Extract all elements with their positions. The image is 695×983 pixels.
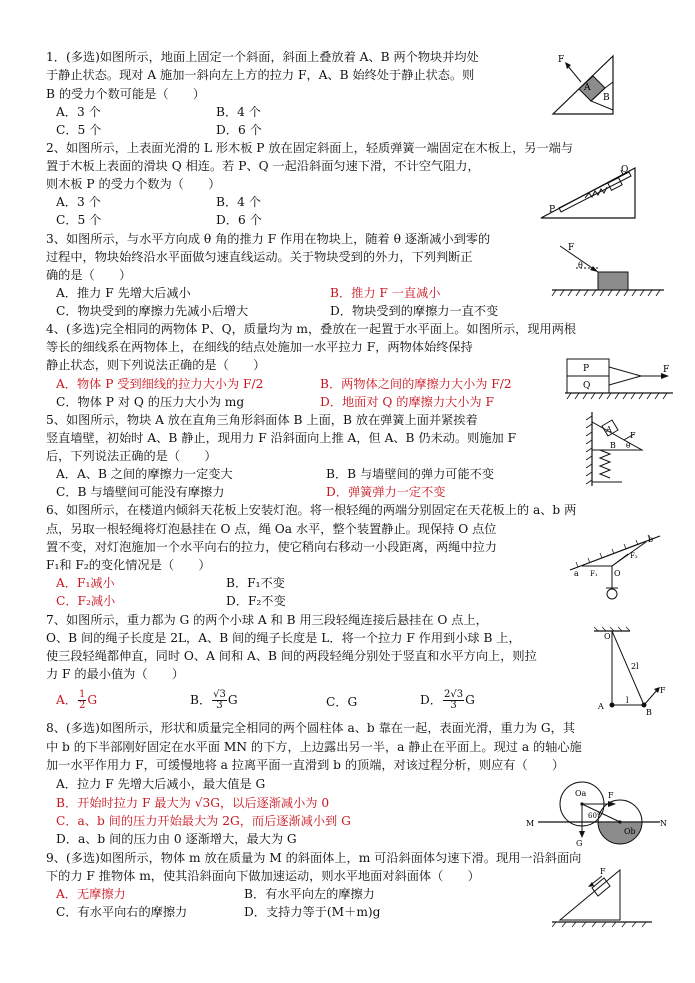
q5-fig-label-theta: θ xyxy=(626,442,631,450)
q3-figure xyxy=(548,238,668,298)
q6-option-a[interactable]: A．F₁减小 xyxy=(56,576,115,590)
q7-option-a[interactable]: A． $\frac{1}{2}$ G xyxy=(56,689,98,711)
q9-option-c[interactable]: C．有水平向右的摩擦力 xyxy=(56,905,188,919)
q8-fig-label-m: M xyxy=(526,819,535,828)
q9-line-2: 下的力 F 推物体 m，使其沿斜面向下做加速运动，则水平地面对斜面体（ ） xyxy=(46,869,480,883)
q8-fig-label-oa: Oa xyxy=(575,789,587,798)
q6-line-1: 6、如图所示，在楼道内倾斜天花板上安装灯泡。将一根轻绳的两端分别固定在天花板上的 a、b 两 xyxy=(46,503,577,517)
q6-fig-label-f2: F₂ xyxy=(630,552,638,560)
q9-option-b[interactable]: B．有水平向左的摩擦力 xyxy=(244,887,375,901)
q1-option-d[interactable]: D．6 个 xyxy=(216,123,262,137)
q4-option-b[interactable]: B．两物体之间的摩擦力大小为 F/2 xyxy=(320,377,512,391)
q7-fig-label-a: A xyxy=(598,702,604,711)
q8-fig-label-f: F xyxy=(608,791,614,800)
q1-line-3: B 的受力个数可能是（ ） xyxy=(46,87,206,101)
q1-figure xyxy=(545,50,620,118)
q6-line-3: 置不变，对灯泡施加一个水平向右的拉力，使它稍向右移动一小段距离，两绳中拉力 xyxy=(46,540,497,554)
q4-option-d[interactable]: D．地面对 Q 的摩擦力大小为 F xyxy=(320,395,494,409)
q9-fig-label-f: F xyxy=(600,867,606,876)
q7-option-b[interactable]: B． $\frac{√3}{3}$ G xyxy=(190,689,238,711)
q2-fig-label-q: Q xyxy=(621,165,629,175)
q3-option-c[interactable]: C．物块受到的摩擦力先减小后增大 xyxy=(56,304,249,318)
q8-option-c[interactable]: C．a、b 间的压力开始最大为 2G，而后逐渐减小到 G xyxy=(56,814,351,828)
q7-line-1: 7、如图所示，重力都为 G 的两个小球 A 和 B 用三段轻绳连接后悬挂在 O 点上， xyxy=(46,613,488,627)
q2-option-a[interactable]: A．3 个 xyxy=(56,195,101,209)
q8-option-b[interactable]: B．开始时拉力 F 最大为 √3G，以后逐渐减小为 0 xyxy=(56,796,330,810)
q5-option-a[interactable]: A．A、B 之间的摩擦力一定变大 xyxy=(56,467,233,481)
q1-fig-label-f: F xyxy=(558,55,565,65)
q5-line-2: 竖直墙壁，初始时 A、B 静止，现用力 F 沿斜面向上推 A，但 A、B 仍未动。则施加 F xyxy=(46,431,517,445)
q2-line-3: 则木板 P 的受力个数为（ ） xyxy=(46,177,221,191)
q2-figure xyxy=(535,160,645,222)
q3-option-a[interactable]: A．推力 F 先增大后减小 xyxy=(56,286,191,300)
q8-option-d[interactable]: D．a、b 间的压力由 0 逐渐增大，最大为 G xyxy=(56,832,297,846)
q1-line-1: 1．(多选)如图所示，地面上固定一个斜面，斜面上叠放着 A、B 两个物块并均处 xyxy=(46,50,479,64)
q8-line-1: 8、(多选)如图所示，形状和质量完全相同的两个圆柱体 a、b 靠在一起，表面光滑，重力为 G，其 xyxy=(46,721,576,735)
q4-line-2: 等长的细线系在两物体上，在细线的结点处施加一水平拉力 F，两物体始终保持 xyxy=(46,340,473,354)
q4-line-1: 4、(多选)完全相同的两物体 P、Q，质量均为 m，叠放在一起置于水平面上。如图所示，现用两根 xyxy=(46,322,577,336)
q2-line-1: 2、如图所示，上表面光滑的 L 形木板 P 放在固定斜面上，轻质弹簧一端固定在木板上，另一端与 xyxy=(46,141,574,155)
q9-option-d[interactable]: D．支持力等于(M＋m)g xyxy=(244,905,381,919)
q3-option-d[interactable]: D．物块受到的摩擦力一直不变 xyxy=(330,304,499,318)
q4-option-c[interactable]: C．物体 P 对 Q 的压力大小为 mg xyxy=(56,395,245,409)
q1-option-a[interactable]: A．3 个 xyxy=(56,105,101,119)
q5-fig-label-a: A xyxy=(606,425,612,434)
q7-fig-label-2l: 2l xyxy=(631,662,639,671)
q5-fig-label-f: F xyxy=(630,431,636,440)
q5-line-1: 5、如图所示，物块 A 放在直角三角形斜面体 B 上面，B 放在弹簧上面并紧挨着 xyxy=(46,413,478,427)
q3-line-3: 确的是（ ） xyxy=(46,268,132,282)
q3-fig-label-theta: θ xyxy=(578,261,583,270)
q1-fig-label-b: B xyxy=(603,93,610,103)
q6-option-b[interactable]: B．F₁不变 xyxy=(226,576,285,590)
q6-fig-label-a: a xyxy=(574,569,579,578)
q7-fig-label-o: O xyxy=(604,632,611,641)
q7-fig-label-b: B xyxy=(646,708,652,717)
q9-figure xyxy=(548,866,658,928)
q6-fig-label-b: b xyxy=(648,535,654,544)
q7-option-c[interactable]: C．G xyxy=(326,695,358,709)
q5-option-b[interactable]: B．B 与墙壁间的弹力可能不变 xyxy=(326,467,495,481)
q8-line-2: 中 b 的下半部刚好固定在水平面 MN 的下方，上边露出另一半，a 静止在平面上。现过 a 的轴心施 xyxy=(46,740,582,754)
q6-option-c[interactable]: C．F₂减小 xyxy=(56,594,116,608)
q1-option-c[interactable]: C．5 个 xyxy=(56,123,102,137)
q2-option-c[interactable]: C．5 个 xyxy=(56,213,102,227)
q2-option-d[interactable]: D．6 个 xyxy=(216,213,262,227)
q8-fig-label-angle: 60° xyxy=(588,812,601,820)
q5-figure xyxy=(582,410,662,490)
q6-line-4: F₁和 F₂的变化情况是（ ） xyxy=(46,558,211,572)
q3-fig-label-f: F xyxy=(568,243,575,253)
q8-figure xyxy=(520,776,670,856)
q3-line-2: 过程中，物块始终沿水平面做匀速直线运动。关于物块受到的外力，下列判断正 xyxy=(46,250,473,264)
q8-fig-label-n: N xyxy=(660,819,667,828)
q7-line-2: O、B 间的绳子长度是 2L，A、B 间的绳子长度是 L．将一个拉力 F 作用到小球 B 上， xyxy=(46,631,521,645)
q7-figure xyxy=(584,625,674,720)
q9-line-1: 9、(多选)如图所示，物体 m 放在质量为 M 的斜面体上，m 可沿斜面体匀速下滑。现用一沿斜面向 xyxy=(46,851,582,865)
q6-fig-label-f1: F₁ xyxy=(590,570,598,578)
q8-line-3: 加一水平作用力 F，可缓慢地将 a 拉离平面一直滑到 b 的顶端，对该过程分析，则应有（ ） xyxy=(46,758,565,772)
q6-option-d[interactable]: D．F₂不变 xyxy=(226,594,286,608)
q7-fig-label-f: F xyxy=(660,686,666,695)
q8-option-a[interactable]: A．拉力 F 先增大后减小，最大值是 G xyxy=(56,777,266,791)
q3-line-1: 3、如图所示，与水平方向成 θ 角的推力 F 作用在物块上，随着 θ 逐渐减小到零的 xyxy=(46,232,491,246)
q8-fig-label-g: G xyxy=(576,839,583,848)
q4-fig-label-p: P xyxy=(583,364,590,374)
q2-line-2: 置于木板上表面的滑块 Q 相连。若 P、Q 一起沿斜面匀速下滑，不计空气阻力， xyxy=(46,159,480,173)
q3-option-b[interactable]: B．推力 F 一直减小 xyxy=(330,286,441,300)
q8-fig-label-ob: Ob xyxy=(624,827,636,836)
q5-fig-label-b: B xyxy=(610,441,616,450)
q7-line-4: 力 F 的最小值为（ ） xyxy=(46,667,185,681)
q5-option-d[interactable]: D．弹簧弹力一定不变 xyxy=(326,485,446,499)
q1-option-b[interactable]: B．4 个 xyxy=(216,105,261,119)
q1-fig-label-a: A xyxy=(584,83,591,93)
q4-fig-label-q: Q xyxy=(583,381,591,391)
q4-figure xyxy=(565,357,675,407)
q4-option-a[interactable]: A．物体 P 受到细线的拉力大小为 F/2 xyxy=(56,377,264,391)
q4-fig-label-f: F xyxy=(663,365,670,375)
q1-line-2: 于静止状态。现对 A 施加一斜向左上方的拉力 F，A、B 始终处于静止状态。则 xyxy=(46,68,475,82)
q7-line-3: 使三段轻绳都伸直，同时 O、A 间和 A、B 间的两段轻绳分别处于竖直和水平方向上，则拉 xyxy=(46,649,537,663)
q5-line-3: 后，下列说法正确的是（ ） xyxy=(46,449,217,463)
q6-fig-label-o: O xyxy=(614,569,621,578)
q2-fig-label-p: P xyxy=(549,205,556,215)
q7-fig-label-l: l xyxy=(626,696,629,705)
q5-option-c[interactable]: C．B 与墙壁间可能没有摩擦力 xyxy=(56,485,225,499)
q4-line-3: 静止状态，则下列说法正确的是（ ） xyxy=(46,358,266,372)
q6-line-2: 点，另取一根轻绳将灯泡悬挂在 O 点，绳 Oa 水平，整个装置静止。现保持 O 点位 xyxy=(46,522,497,536)
q7-option-d[interactable]: D． $\frac{2√3}{3}$ G xyxy=(420,689,475,711)
q6-figure xyxy=(568,530,668,610)
q2-option-b[interactable]: B．4 个 xyxy=(216,195,261,209)
q9-option-a[interactable]: A．无摩擦力 xyxy=(56,887,126,901)
